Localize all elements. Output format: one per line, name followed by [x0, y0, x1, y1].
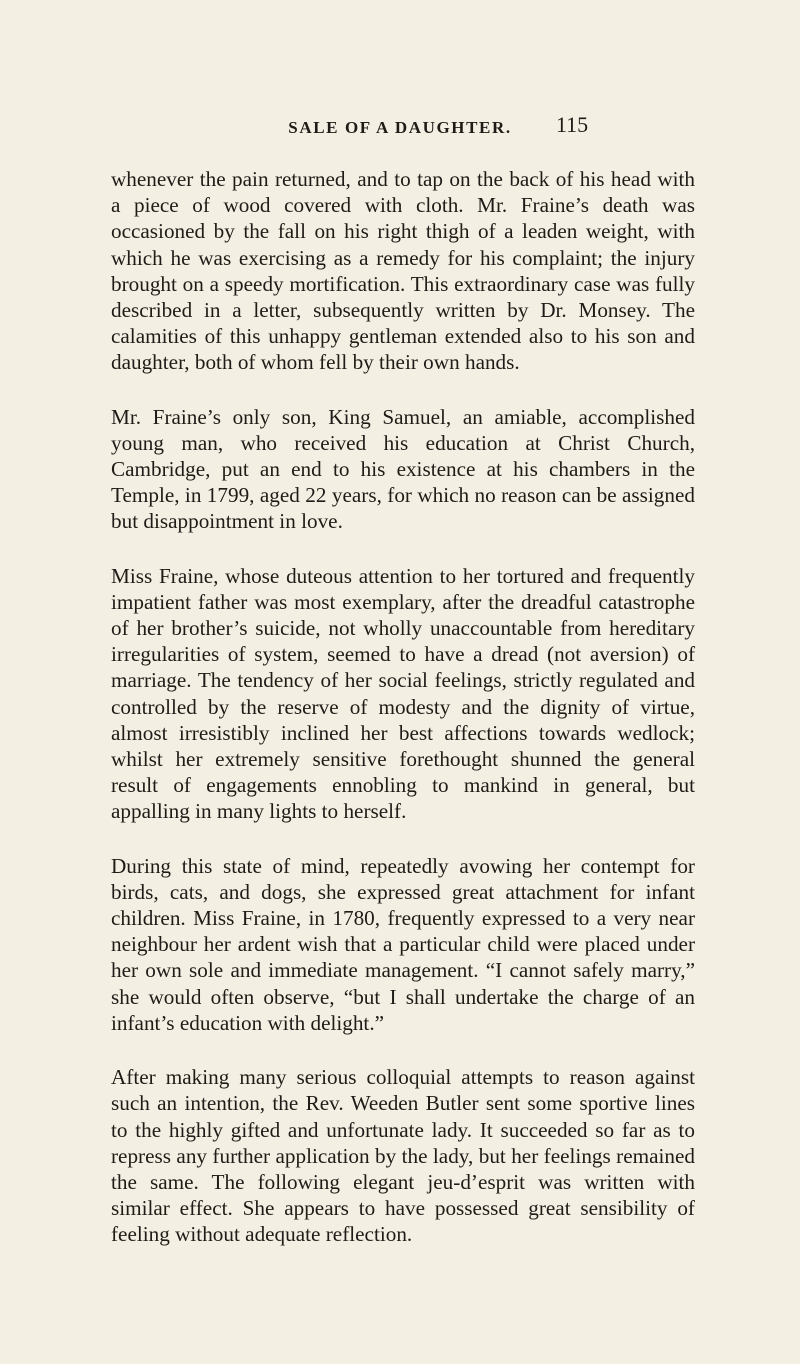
- body-text: [111, 166, 695, 1248]
- paragraph: Mr. Fraine’s only son, King Samuel, an amiable, accomplished young man, who received his education at Christ Church, Cambridge, put an end to his existence at his chambers in the Temple, in 1799, aged 22 years, for which no reason can be assigned but disappointment in love.: [111, 404, 695, 534]
- paragraph: Miss Fraine, whose duteous attention to her tortured and frequently impatient father was most exemplary, after the dreadful catastrophe of her brother’s suicide, not wholly unaccountable from hereditary irregularities of system, seemed to have a dread (not aversion) of marriage. The tendency of her social feelings, strictly regulated and controlled by the reserve of modesty and the dignity of virtue, almost irresistibly inclined her best affections towards wedlock; whilst her extremely sensitive forethought shunned the general result of engagements ennobling to mankind in general, but appalling in many lights to herself.: [111, 563, 695, 824]
- paragraph: During this state of mind, repeatedly avowing her contempt for birds, cats, and dogs, she expressed great attachment for infant children. Miss Fraine, in 1780, frequently expressed to a very near neighbour her ardent wish that a particular child were placed under her own sole and immediate management. “I cannot safely marry,” she would often observe, “but I shall undertake the charge of an infant’s education with delight.”: [111, 853, 695, 1035]
- running-head: [0, 112, 800, 142]
- paragraph: After making many serious colloquial attempts to reason against such an intention, the Rev. Weeden Butler sent some sportive lines to the highly gifted and unfortunate lady. It succeeded so far as to repress any further application by the lady, but her feelings remained the same. The following elegant jeu-d’esprit was written with similar effect. She appears to have possessed great sensibility of feeling without adequate reflection.: [111, 1065, 695, 1247]
- running-head-title: SALE OF A DAUGHTER.: [288, 118, 512, 137]
- page-number: 115: [556, 112, 589, 137]
- paragraph: whenever the pain returned, and to tap on the back of his head with a piece of wood covered with cloth. Mr. Fraine’s death was occasioned by the fall on his right thigh of a leaden weight, with which he was exercising as a remedy for his complaint; the injury brought on a speedy mortification. This extraordinary case was fully described in a letter, subsequently written by Dr. Monsey. The calamities of this unhappy gentleman extended also to his son and daughter, both of whom fell by their own hands.: [111, 167, 695, 375]
